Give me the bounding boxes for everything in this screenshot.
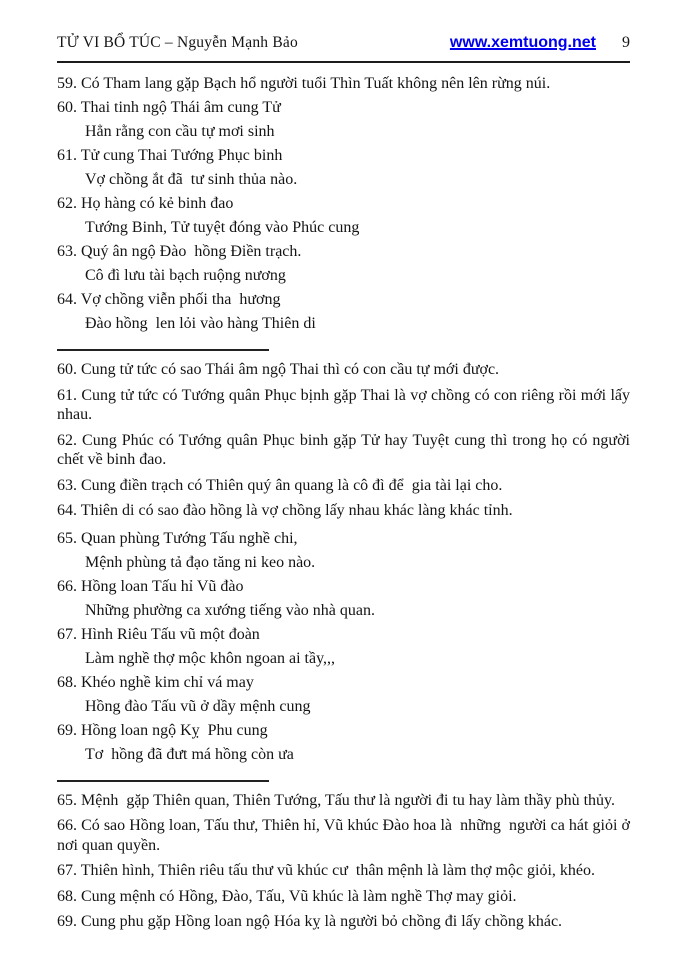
website-link[interactable]: www.xemtuong.net [449,34,596,51]
verse-line: 60. Thai tinh ngộ Thái âm cung Tử [57,99,281,116]
verse-line: Làm nghề thợ mộc khôn ngoan ai tầy,,, [85,649,336,667]
verse-line: 68. Khéo nghề kim chỉ vá may [57,673,254,691]
verse-line: 69. Hồng loan ngộ Kỵ Phu cung [57,721,268,739]
footnote-line: 69. Cung phu gặp Hồng loan ngộ Hóa kỵ là người bỏ chồng đi lấy chồng khác. [57,913,563,930]
footnote-line: 66. Có sao Hồng loan, Tấu thư, Thiên hỉ, Vũ khúc Đào hoa là những người ca hát giỏi ở nơi quan quyền. [57,817,634,854]
footnote-line: 65. Mệnh gặp Thiên quan, Thiên Tướng, Tấu thư là người đi tu hay làm thầy phù thủy. [57,791,615,809]
header-right [450,34,630,52]
verse-line: 66. Hồng loan Tấu hỉ Vũ đào [57,577,244,595]
verse-line: Hồng đào Tấu vũ ở dầy mệnh cung [85,697,311,715]
footnote-line: 67. Thiên hình, Thiên riêu tấu thư vũ khúc cư thân mệnh là làm thợ mộc giỏi, khéo. [57,862,595,879]
verse-line: Tơ hồng đã đưt má hồng còn ưa [85,745,294,763]
footnote-line: 61. Cung tử tức có Tướng quân Phục bịnh gặp Thai là vợ chồng có con riêng rồi mới lấy nhau. [57,386,634,423]
footnote-line: 68. Cung mệnh có Hồng, Đào, Tấu, Vũ khúc là làm nghề Thợ may giỏi. [57,887,517,905]
footnote-line: 60. Cung tử tức có sao Thái âm ngộ Thai thì có con cầu tự mới được. [57,361,500,378]
footnote-separator-2 [57,780,269,782]
verse-block-2 [57,527,630,767]
footnote-block-1 [57,360,634,521]
verse-line: Cô đì lưu tài bạch ruộng nương [85,267,286,284]
verse-line: 67. Hình Riêu Tấu vũ một đoàn [57,625,260,643]
verse-line: 63. Quý ân ngộ Đào hồng Điền trạch. [57,243,302,260]
verse-block-1 [57,72,630,336]
verse-line: 64. Vợ chồng viễn phối tha hương [57,291,281,308]
verse-line: 61. Tử cung Thai Tướng Phục binh [57,147,283,164]
verse-line: Tướng Binh, Tử tuyệt đóng vào Phúc cung [85,219,360,236]
book-title: TỬ VI BỔ TÚC – Nguyễn Mạnh Bảo [57,34,298,51]
footnote-separator-1 [57,349,269,351]
verse-line: 59. Có Tham lang gặp Bạch hổ người tuổi Thìn Tuất không nên lên rừng núi. [57,75,551,92]
verse-line: 62. Họ hàng có kẻ binh đao [57,195,234,212]
footnote-line: 63. Cung điền trạch có Thiên quý ân quang là cô đì để gia tài lại cho. [57,476,503,494]
footnote-block-2 [57,791,634,932]
verse-line: Hẳn rằng con cầu tự mơi sinh [85,123,275,140]
verse-line: Mệnh phùng tả đạo tăng ni keo nào. [85,553,316,571]
footnote-line: 62. Cung Phúc có Tướng quân Phục binh gặp Tử hay Tuyệt cung thì trong họ có người chết về binh đao. [57,431,634,468]
verse-line: Đào hồng len lỏi vào hàng Thiên di [85,315,316,332]
verse-line: Vợ chồng ắt đã tư sinh thủa nào. [85,171,298,188]
page-number: 9 [622,34,630,51]
footnote-line: 64. Thiên di có sao đào hồng là vợ chồng lấy nhau khác làng khác tỉnh. [57,502,513,519]
verse-line: 65. Quan phùng Tướng Tấu nghề chi, [57,529,298,547]
verse-line: Những phường ca xướng tiếng vào nhà quan. [85,601,375,619]
page-header [57,34,630,63]
